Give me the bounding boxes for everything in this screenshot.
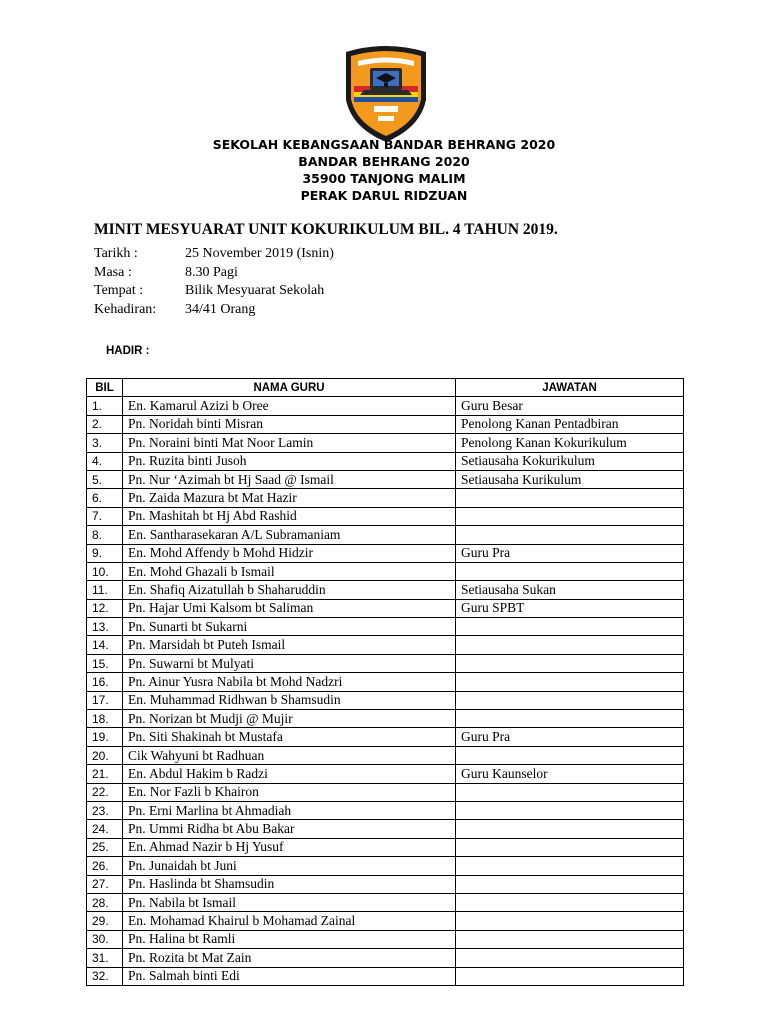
- school-address-line-3: PERAK DARUL RIDZUAN: [300, 188, 468, 203]
- meeting-detail-value: 34/41 Orang: [185, 301, 256, 317]
- row-number: 12.: [87, 599, 123, 617]
- teacher-name: Pn. Nur ‘Azimah bt Hj Saad @ Ismail: [123, 470, 456, 488]
- table-row: [87, 838, 684, 856]
- table-row: [87, 470, 684, 488]
- school-name: SEKOLAH KEBANGSAAN BANDAR BEHRANG 2020: [212, 137, 556, 152]
- table-row: [87, 654, 684, 672]
- teacher-position: [456, 949, 684, 967]
- teacher-position: Setiausaha Sukan: [456, 581, 684, 599]
- table-row: [87, 710, 684, 728]
- teacher-position: [456, 654, 684, 672]
- teacher-position: Penolong Kanan Pentadbiran: [456, 415, 684, 433]
- teacher-position: [456, 507, 684, 525]
- table-header-row: [87, 379, 684, 397]
- teacher-position: [456, 967, 684, 985]
- teacher-position: [456, 526, 684, 544]
- meeting-detail-row: [94, 246, 334, 265]
- row-number: 8.: [87, 526, 123, 544]
- teacher-name: Pn. Salmah binti Edi: [123, 967, 456, 985]
- teacher-name: Pn. Siti Shakinah bt Mustafa: [123, 728, 456, 746]
- row-number: 9.: [87, 544, 123, 562]
- teacher-name: En. Mohd Affendy b Mohd Hidzir: [123, 544, 456, 562]
- row-number: 19.: [87, 728, 123, 746]
- row-number: 32.: [87, 967, 123, 985]
- teacher-position: Setiausaha Kurikulum: [456, 470, 684, 488]
- table-row: [87, 912, 684, 930]
- teacher-name: Pn. Haslinda bt Shamsudin: [123, 875, 456, 893]
- teacher-name: Pn. Hajar Umi Kalsom bt Saliman: [123, 599, 456, 617]
- teacher-name: Pn. Ruzita binti Jusoh: [123, 452, 456, 470]
- attendance-heading: HADIR :: [106, 345, 150, 357]
- teacher-position: Setiausaha Kokurikulum: [456, 452, 684, 470]
- teacher-position: [456, 801, 684, 819]
- row-number: 23.: [87, 801, 123, 819]
- table-row: [87, 618, 684, 636]
- meeting-detail-label: Tarikh :: [94, 246, 138, 261]
- table-row: [87, 893, 684, 911]
- row-number: 22.: [87, 783, 123, 801]
- teacher-position: [456, 489, 684, 507]
- table-row: [87, 434, 684, 452]
- meeting-detail-label: Kehadiran:: [94, 301, 157, 317]
- meeting-details: [94, 246, 334, 320]
- teacher-name: En. Mohamad Khairul b Mohamad Zainal: [123, 912, 456, 930]
- teacher-name: Pn. Ummi Ridha bt Abu Bakar: [123, 820, 456, 838]
- teacher-name: En. Muhammad Ridhwan b Shamsudin: [123, 691, 456, 709]
- table-row: [87, 397, 684, 415]
- table-row: [87, 765, 684, 783]
- teacher-position: [456, 912, 684, 930]
- document-title: MINIT MESYUARAT UNIT KOKURIKULUM BIL. 4 TAHUN 2019.: [94, 221, 558, 238]
- table-row: [87, 489, 684, 507]
- table-row: [87, 875, 684, 893]
- row-number: 6.: [87, 489, 123, 507]
- teacher-name: Pn. Erni Marlina bt Ahmadiah: [123, 801, 456, 819]
- row-number: 1.: [87, 397, 123, 415]
- teacher-name: Pn. Mashitah bt Hj Abd Rashid: [123, 507, 456, 525]
- table-row: [87, 746, 684, 764]
- teacher-name: Pn. Noridah binti Misran: [123, 415, 456, 433]
- table-row: [87, 526, 684, 544]
- row-number: 14.: [87, 636, 123, 654]
- meeting-detail-row: [94, 283, 334, 302]
- teacher-position: [456, 618, 684, 636]
- teacher-position: Guru SPBT: [456, 599, 684, 617]
- teacher-name: En. Nor Fazli b Khairon: [123, 783, 456, 801]
- meeting-detail-value: Bilik Mesyuarat Sekolah: [185, 283, 325, 298]
- table-row: [87, 857, 684, 875]
- meeting-detail-row: [94, 265, 334, 284]
- row-number: 2.: [87, 415, 123, 433]
- meeting-detail-row: [94, 302, 334, 321]
- teacher-position: [456, 746, 684, 764]
- row-number: 13.: [87, 618, 123, 636]
- table-row: [87, 415, 684, 433]
- teacher-position: Guru Besar: [456, 397, 684, 415]
- row-number: 24.: [87, 820, 123, 838]
- row-number: 16.: [87, 673, 123, 691]
- teacher-name: Pn. Halina bt Ramli: [123, 930, 456, 948]
- row-number: 26.: [87, 857, 123, 875]
- row-number: 7.: [87, 507, 123, 525]
- row-number: 11.: [87, 581, 123, 599]
- teacher-position: [456, 875, 684, 893]
- column-header-bil: BIL: [87, 379, 123, 397]
- school-header: [0, 136, 768, 204]
- table-row: [87, 544, 684, 562]
- teacher-name: Pn. Marsidah bt Puteh Ismail: [123, 636, 456, 654]
- teacher-position: Guru Pra: [456, 544, 684, 562]
- row-number: 17.: [87, 691, 123, 709]
- column-header-nama-guru: NAMA GURU: [123, 379, 456, 397]
- teacher-position: [456, 930, 684, 948]
- row-number: 31.: [87, 949, 123, 967]
- row-number: 20.: [87, 746, 123, 764]
- table-row: [87, 562, 684, 580]
- row-number: 27.: [87, 875, 123, 893]
- teacher-position: [456, 691, 684, 709]
- table-row: [87, 930, 684, 948]
- teacher-name: Pn. Noraini binti Mat Noor Lamin: [123, 434, 456, 452]
- row-number: 25.: [87, 838, 123, 856]
- teacher-name: Pn. Sunarti bt Sukarni: [123, 618, 456, 636]
- school-address-line-2: 35900 TANJONG MALIM: [302, 171, 466, 186]
- meeting-detail-value: 25 November 2019 (Isnin): [185, 246, 334, 261]
- table-row: [87, 507, 684, 525]
- attendance-table: [86, 378, 684, 986]
- table-row: [87, 452, 684, 470]
- table-row: [87, 581, 684, 599]
- teacher-position: [456, 783, 684, 801]
- table-row: [87, 820, 684, 838]
- teacher-name: En. Santharasekaran A/L Subramaniam: [123, 526, 456, 544]
- table-row: [87, 636, 684, 654]
- teacher-name: Pn. Suwarni bt Mulyati: [123, 654, 456, 672]
- teacher-name: Pn. Rozita bt Mat Zain: [123, 949, 456, 967]
- teacher-position: [456, 893, 684, 911]
- table-row: [87, 967, 684, 985]
- teacher-position: Guru Kaunselor: [456, 765, 684, 783]
- attendance-table-body: [87, 397, 684, 986]
- teacher-name: En. Mohd Ghazali b Ismail: [123, 562, 456, 580]
- teacher-name: Pn. Ainur Yusra Nabila bt Mohd Nadzri: [123, 673, 456, 691]
- teacher-name: Cik Wahyuni bt Radhuan: [123, 746, 456, 764]
- teacher-name: Pn. Zaida Mazura bt Mat Hazir: [123, 489, 456, 507]
- column-header-jawatan: JAWATAN: [456, 379, 684, 397]
- table-row: [87, 599, 684, 617]
- table-row: [87, 801, 684, 819]
- teacher-position: Guru Pra: [456, 728, 684, 746]
- teacher-position: [456, 857, 684, 875]
- table-row: [87, 691, 684, 709]
- row-number: 4.: [87, 452, 123, 470]
- school-crest-icon: [340, 42, 432, 144]
- meeting-detail-value: 8.30 Pagi: [185, 264, 238, 280]
- row-number: 30.: [87, 930, 123, 948]
- teacher-position: [456, 636, 684, 654]
- table-row: [87, 728, 684, 746]
- teacher-position: [456, 562, 684, 580]
- school-address-line-1: BANDAR BEHRANG 2020: [298, 154, 470, 169]
- row-number: 21.: [87, 765, 123, 783]
- meeting-detail-label: Masa :: [94, 264, 132, 280]
- row-number: 10.: [87, 562, 123, 580]
- teacher-name: En. Ahmad Nazir b Hj Yusuf: [123, 838, 456, 856]
- row-number: 5.: [87, 470, 123, 488]
- school-crest-logo: [340, 42, 432, 144]
- table-row: [87, 949, 684, 967]
- teacher-name: Pn. Norizan bt Mudji @ Mujir: [123, 710, 456, 728]
- row-number: 3.: [87, 434, 123, 452]
- teacher-name: Pn. Junaidah bt Juni: [123, 857, 456, 875]
- teacher-name: En. Shafiq Aizatullah b Shaharuddin: [123, 581, 456, 599]
- row-number: 15.: [87, 654, 123, 672]
- teacher-position: [456, 673, 684, 691]
- table-row: [87, 783, 684, 801]
- teacher-name: En. Abdul Hakim b Radzi: [123, 765, 456, 783]
- teacher-position: Penolong Kanan Kokurikulum: [456, 434, 684, 452]
- table-row: [87, 673, 684, 691]
- row-number: 29.: [87, 912, 123, 930]
- teacher-position: [456, 838, 684, 856]
- teacher-name: En. Kamarul Azizi b Oree: [123, 397, 456, 415]
- teacher-name: Pn. Nabila bt Ismail: [123, 893, 456, 911]
- teacher-position: [456, 820, 684, 838]
- row-number: 28.: [87, 893, 123, 911]
- row-number: 18.: [87, 710, 123, 728]
- teacher-position: [456, 710, 684, 728]
- meeting-detail-label: Tempat :: [94, 283, 144, 298]
